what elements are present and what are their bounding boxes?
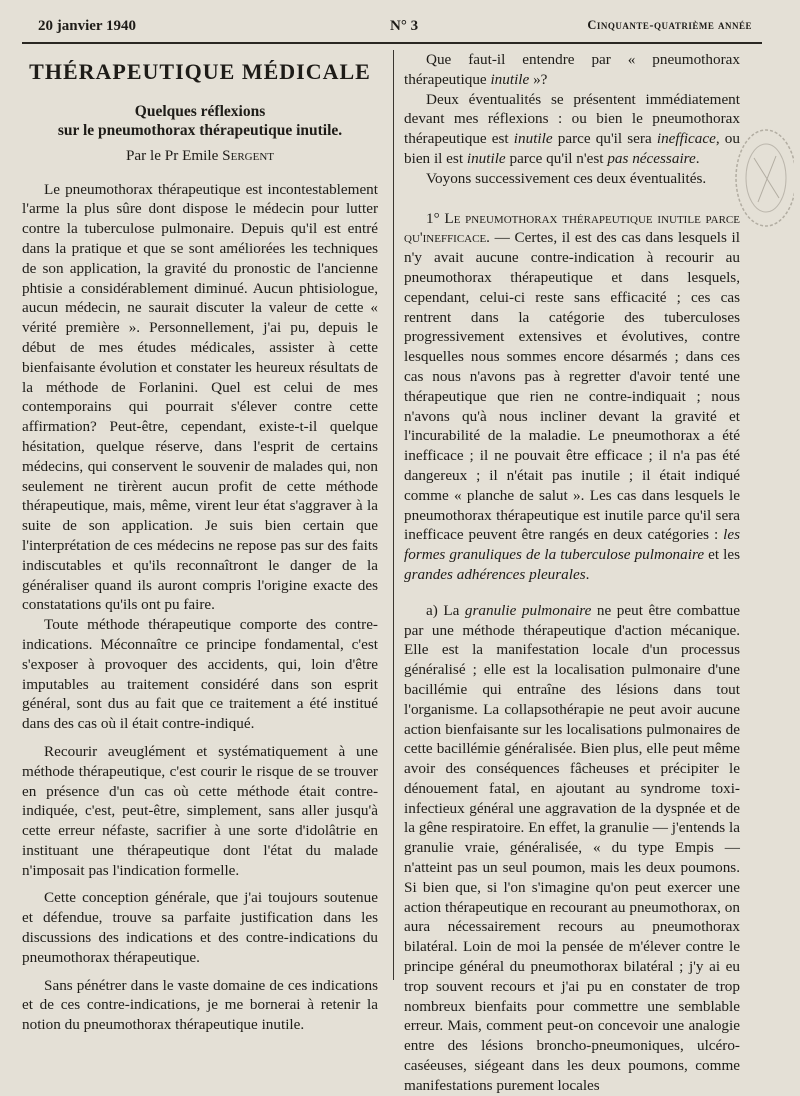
paragraph-granulie xyxy=(404,601,740,1096)
text-run: Deux éventualités se présentent immédiatement devant mes réflexions : ou bien le pneumothorax thérapeutique est xyxy=(404,90,740,148)
text-run: a) La xyxy=(426,601,465,619)
text-run: parce qu'il n'est xyxy=(505,149,608,167)
paragraph: Cette conception générale, que j'ai toujours soutenue et défendue, trouve sa parfaite justification dans les discussions des indications et des contre-indications du pneumothorax thérapeutique. xyxy=(22,889,378,966)
page-header xyxy=(22,14,762,44)
text-run: »? xyxy=(529,70,548,88)
text-run: . xyxy=(695,149,700,167)
subsection-heading: 1° Le pneumothorax thérapeutique inutile parce qu'inefficace. xyxy=(404,209,740,247)
article-title-line1: Quelques réflexions xyxy=(134,102,266,120)
italic-run: inutile xyxy=(513,130,553,148)
article-title xyxy=(22,102,378,140)
text-run: Que faut-il entendre par « pneumothorax thérapeutique xyxy=(404,51,740,88)
section-title: THÉRAPEUTIQUE MÉDICALE xyxy=(29,59,371,84)
text-run: — Certes, il est des cas dans lesquels il n'y avait aucune contre-indication à recourir au pneumothorax thérapeutique et dans lesquels, cependant, celui-ci reste sans efficacité ; ces cas rentrent dans la catégorie des tuberculoses progressivement extensives et évolutives, contre lesquelles nous sommes encore désarmés ; dans ces cas nous n'avons pas à regretter d'avoir tenté une thérapeutique que rien ne contre-indiquait ; nous n'avons qu'à nous incliner devant la gravité et l'incurabilité de la maladie. Le pneumothorax a été inefficace ; il ne pouvait être efficace ; il n'a pas été dangereux ; il n'était pas inutile ; il était indiqué comme « planche de salut ». Les cas dans lesquels le pneumothorax thérapeutique est inutile parce qu'il sera inefficace peuvent être rangés en deux catégories : xyxy=(404,229,740,544)
article-title-line2: sur le pneumothorax thérapeutique inutile. xyxy=(57,121,343,139)
right-column xyxy=(404,50,740,1096)
italic-run: les formes granuliques de la tuberculose pulmonaire xyxy=(404,526,740,564)
byline xyxy=(22,146,378,166)
italic-run: inutile xyxy=(466,149,506,167)
header-year: Cinquante-quatrième année xyxy=(587,18,752,32)
italic-run: inutile xyxy=(490,70,530,88)
left-column xyxy=(22,56,378,1035)
header-issue-number: N° 3 xyxy=(390,18,419,34)
italic-run: granulie pulmonaire xyxy=(464,601,592,619)
italic-run: pas nécessaire xyxy=(607,149,696,167)
header-date: 20 janvier 1940 xyxy=(38,18,137,34)
italic-run: inefficace xyxy=(656,130,716,148)
text-run: , ou bien il est xyxy=(404,130,740,167)
library-stamp-icon xyxy=(724,118,794,248)
italic-run: grandes adhérences pleurales xyxy=(404,565,586,583)
paragraph-section-1 xyxy=(404,209,740,585)
paragraph: Voyons successivement ces deux éventualités. xyxy=(426,169,707,187)
text-run: parce qu'il sera xyxy=(552,130,657,148)
text-run: ne peut être combattue par une méthode thérapeutique d'action mécanique. Elle est la manifestation locale d'un processus généralisé ; elle est la localisation pulmonaire d'une bacillémie qui entraîne des lésions dans tout l'organisme. La collapsothérapie ne peut avoir aucune action bienfaisante sur les localisations pulmonaires de cette bacillémie généralisée. Bien plus, elle peut même avoir des conséquences fâcheuses et précipiter le dénouement fatal, en ajoutant au syndrome toxi-infectieux général une aggravation de la dyspnée et de la gêne respiratoire. En effet, la granulie — j'entends la granulie vraie, généralisée, « du type Empis — n'atteint pas un seul poumon, mais les deux poumons. Si bien que, si l'on s'imagine qu'on peut exercer une action thérapeutique en recourant au pneumothorax, on aura nécessairement recours au pneumothorax bilatéral. Loin de moi la pensée de m'élever contre le principe général du pneumothorax bilatéral ; j'y ai eu trop souvent recours et j'ai pu en constater de trop nombreux bienfaits pour commettre une semblable erreur. Mais, comment peut-on concevoir une analogie entre des lésions broncho-pneumoniques, ulcéro-caséeuses, siégeant dans les deux poumons, comme manifestations purement locales xyxy=(404,601,740,1094)
paragraph: Recourir aveuglément et systématiquement à une méthode thérapeutique, c'est courir le risque de se trouver en présence d'un cas où cette méthode était contre-indiquée, c'est, peut-être, simplement, sans aller jusqu'à cette erreur néfaste, sacrifier à une sorte d'idolâtrie en instituant une thérapeutique dont l'état du malade n'imposait pas l'indication formelle. xyxy=(22,742,378,879)
byline-author: Sergent xyxy=(222,146,274,164)
column-divider xyxy=(393,50,394,980)
paragraph: Sans pénétrer dans le vaste domaine de ces indications et de ces contre-indications, je me bornerai à retenir la notion du pneumothorax thérapeutique inutile. xyxy=(22,976,378,1034)
paragraph-question xyxy=(404,50,740,90)
text-run: . xyxy=(585,565,590,583)
paragraph: Toute méthode thérapeutique comporte des contre-indications. Méconnaître ce principe fondamental, c'est s'exposer à provoquer des accidents, qui, loin d'être imputables au traitement considéré dans son esprit général, sont dus au fait que ce traitement a été institué dans des cas où il était contre-indiqué. xyxy=(22,616,378,733)
byline-prefix: Par le Pr Emile xyxy=(125,146,223,164)
text-run: et les xyxy=(704,546,740,564)
paragraph-eventualities xyxy=(404,90,740,169)
paragraph: Le pneumothorax thérapeutique est incontestablement l'arme la plus sûre dont dispose le médecin pour lutter contre la tuberculose pulmonaire. Depuis qu'il est entré dans la pratique et que se sont améliorées les techniques de son application, la gravité du pronostic de l'ancienne phtisie a considérablement diminué. Aucun phtisiologue, aucun médecin, ne saurait discuter la valeur de cette « vérité première ». Personnellement, j'ai pu, depuis le début de mes études médicales, assister à cette bienfaisante évolution et constater les heureux résultats de la méthode de Forlanini. Quel est celui de mes contemporains qui pourrait s'élever contre cette affirmation? Peut-être, cependant, existe-t-il quelque hésitation, quelque réserve, dans l'esprit de certains médecins, qui conservent le souvenir de malades qui, non seulement ne tirèrent aucun profit de cette méthode thérapeutique, mais, même, virent leur état s'aggraver à la suite de son application. Je suis bien certain que l'interprétation de ces médecins ne repose pas sur des faits indiscutables et qu'ils reconnaîtront le danger de la généraliser quand ils auront compris l'origine exacte des constatations qu'ils ont pu faire. xyxy=(22,180,378,614)
